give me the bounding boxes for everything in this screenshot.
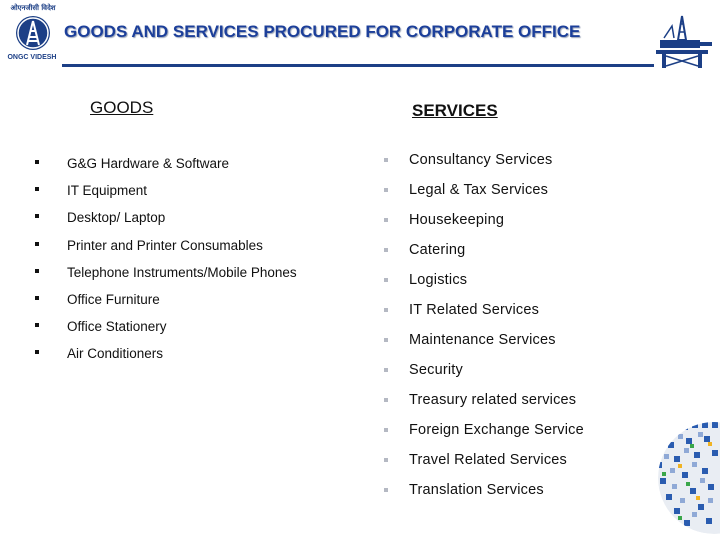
services-item: Maintenance Services [409, 332, 556, 348]
goods-item: Office Furniture [67, 292, 160, 307]
goods-item: Office Stationery [67, 319, 167, 334]
oil-rig-icon [648, 12, 716, 68]
services-bullet [384, 188, 388, 192]
services-bullet [384, 428, 388, 432]
services-bullet [384, 278, 388, 282]
goods-bullet [35, 160, 39, 164]
goods-item: Printer and Printer Consumables [67, 238, 263, 253]
goods-item: IT Equipment [67, 183, 148, 198]
page-title: GOODS AND SERVICES PROCURED FOR CORPORATE OFFICE [64, 22, 581, 41]
goods-bullet [35, 242, 39, 246]
globe-graphic [642, 412, 720, 540]
goods-bullet [35, 323, 39, 327]
services-item: Travel Related Services [409, 452, 567, 468]
goods-item: G&G Hardware & Software [67, 156, 230, 171]
goods-bullet [35, 350, 39, 354]
goods-bullet [35, 269, 39, 273]
services-bullet [384, 398, 388, 402]
services-bullet [384, 158, 388, 162]
logo-emblem-icon [16, 16, 50, 50]
services-bullet [384, 248, 388, 252]
services-item: Security [409, 362, 463, 378]
services-item: Housekeeping [409, 212, 505, 228]
services-bullet [384, 308, 388, 312]
services-bullet [384, 368, 388, 372]
services-item: Consultancy Services [409, 152, 553, 168]
goods-heading: GOODS [90, 98, 154, 117]
goods-bullet [35, 214, 39, 218]
services-item: Catering [409, 242, 466, 258]
goods-item: Desktop/ Laptop [67, 210, 166, 225]
services-item: IT Related Services [409, 302, 540, 318]
services-item: Logistics [409, 272, 468, 288]
logo-hindi-text: ओएनजीसी विदेश [10, 4, 56, 12]
services-item: Foreign Exchange Service [409, 422, 584, 438]
services-item: Translation Services [409, 482, 544, 498]
services-bullet [384, 338, 388, 342]
services-bullet [384, 458, 388, 462]
services-bullet [384, 218, 388, 222]
services-bullet [384, 488, 388, 492]
title-underline [62, 64, 654, 67]
goods-bullet [35, 187, 39, 191]
services-item: Treasury related services [409, 392, 577, 408]
services-heading: SERVICES [412, 101, 498, 120]
logo-english-text: ONGC VIDESH [7, 54, 57, 61]
services-item: Legal & Tax Services [409, 182, 549, 198]
goods-item: Telephone Instruments/Mobile Phones [67, 265, 297, 280]
goods-item: Air Conditioners [67, 346, 164, 361]
goods-bullet [35, 296, 39, 300]
company-logo [2, 4, 60, 64]
